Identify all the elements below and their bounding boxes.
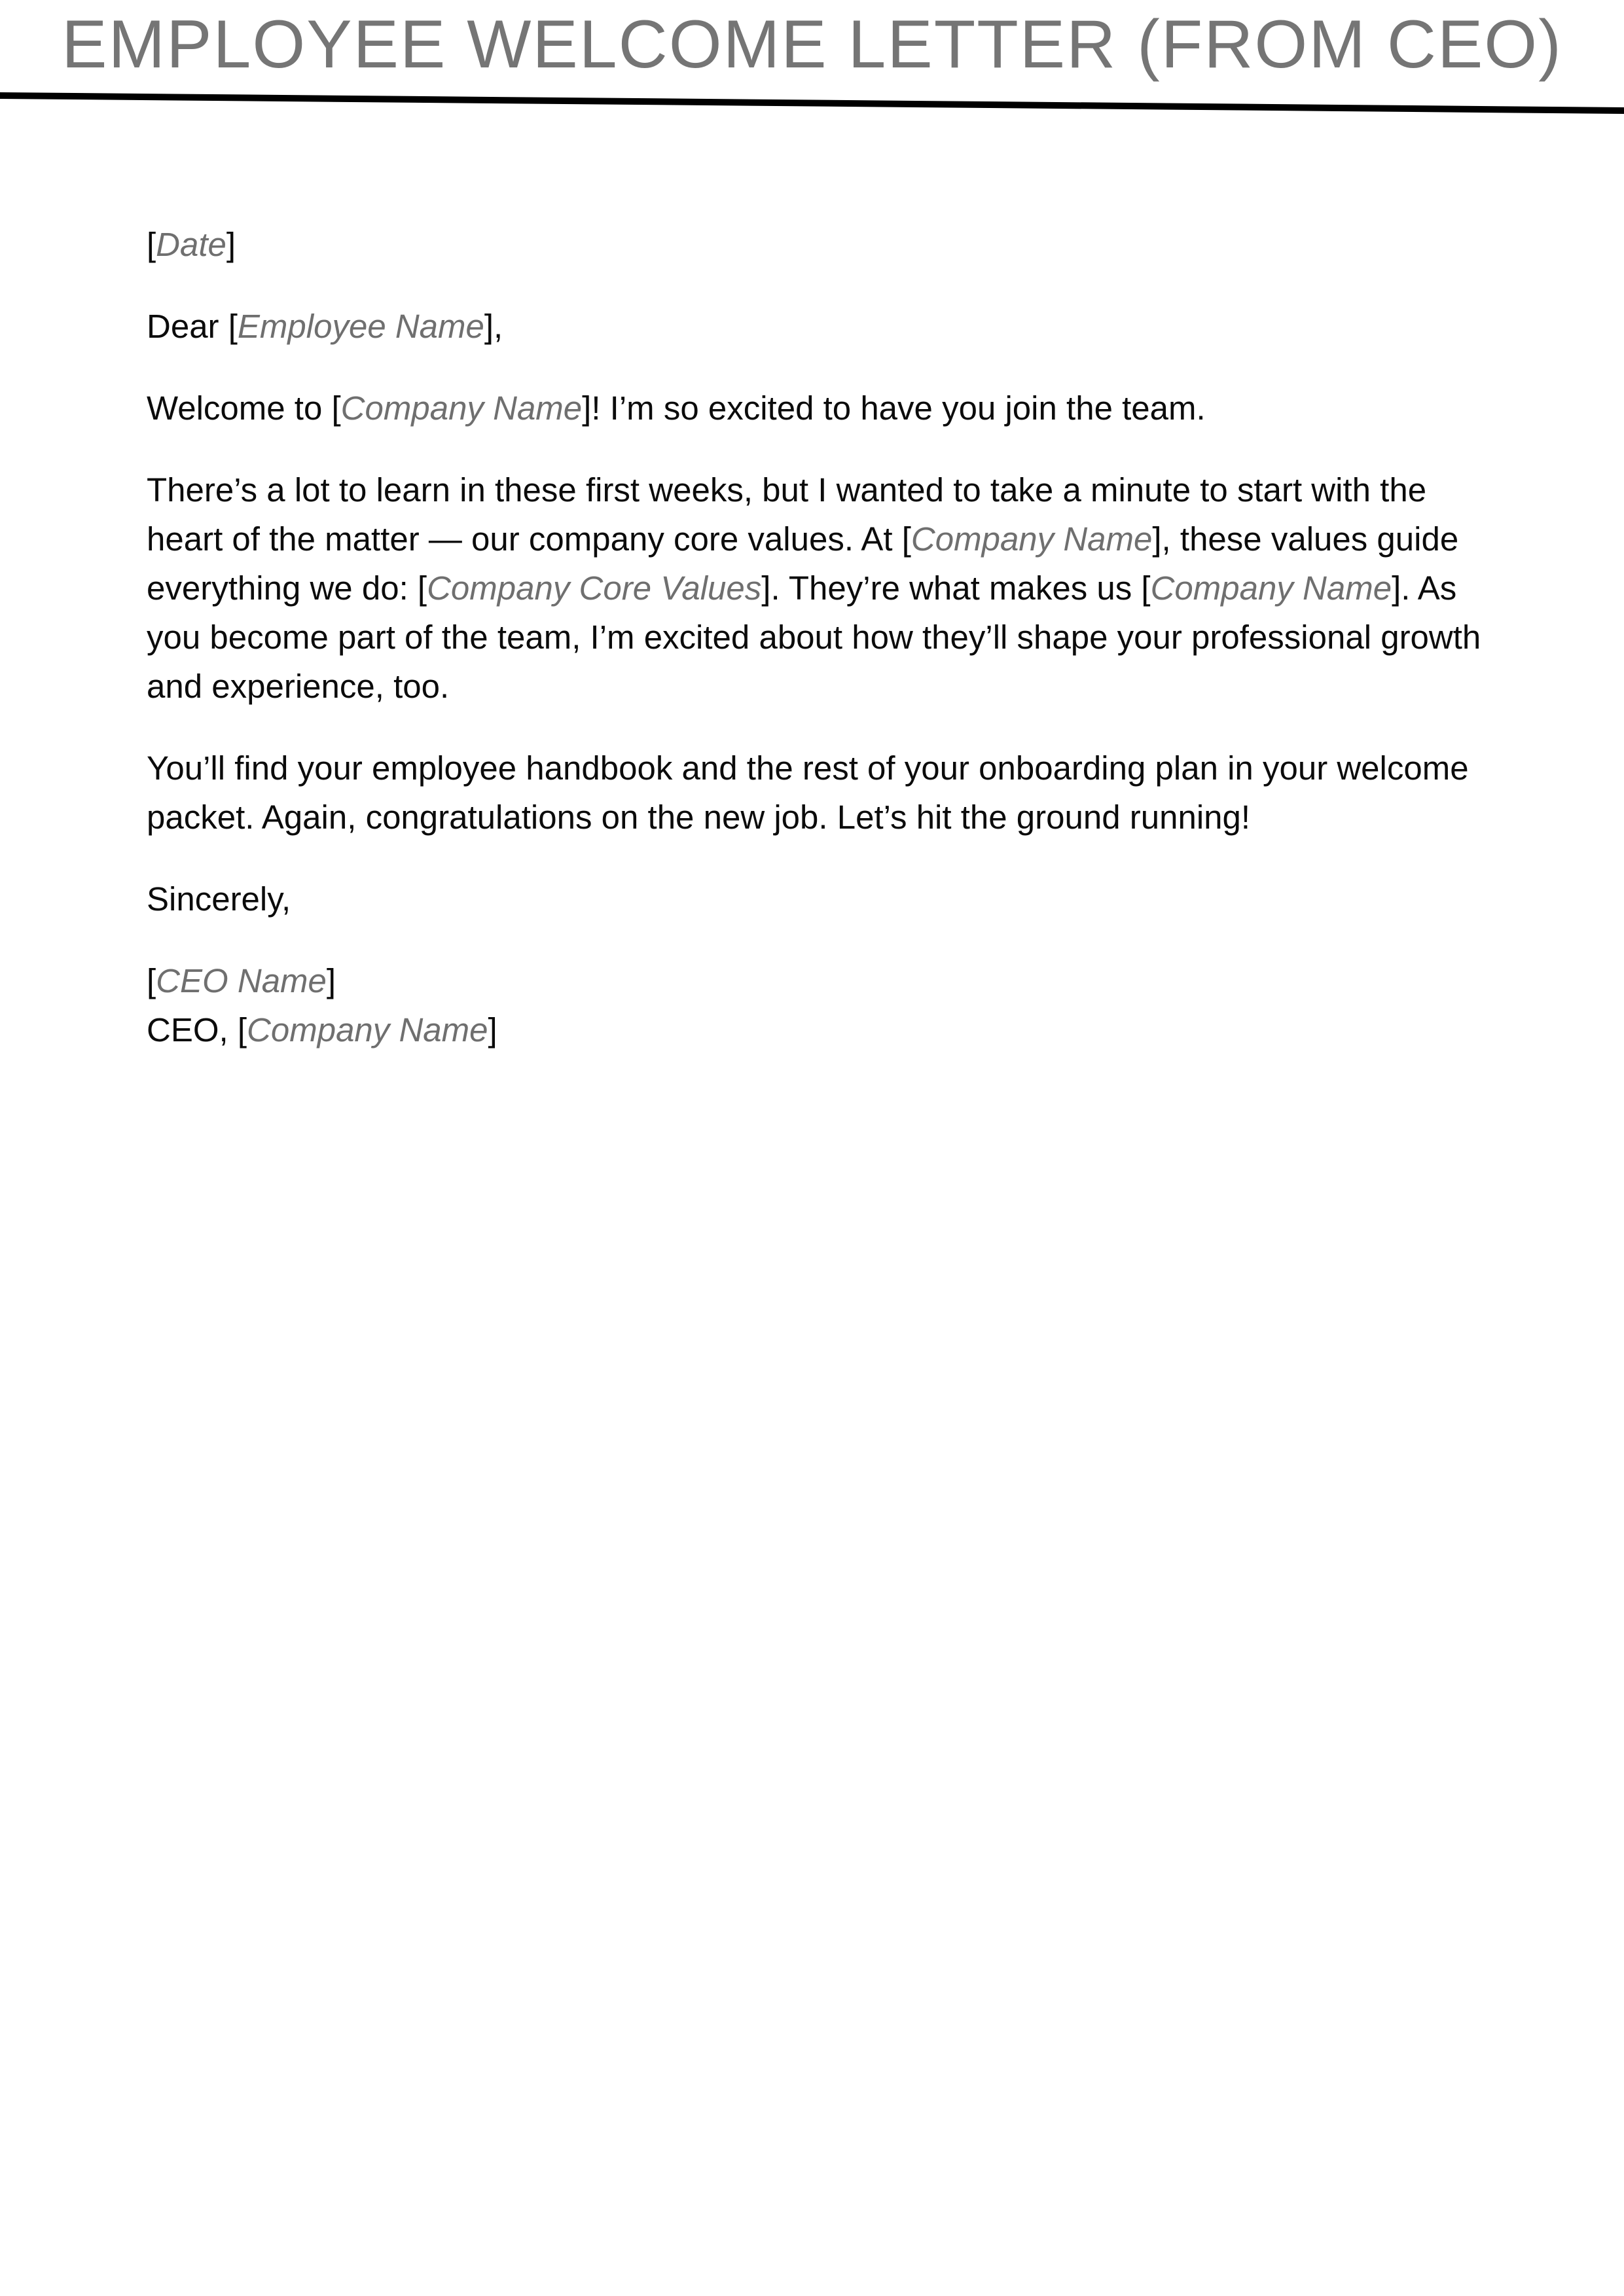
welcome-paragraph: Welcome to [Company Name]! I’m so excited to have you join the team. bbox=[147, 389, 1206, 427]
date-line: [Date] bbox=[147, 226, 236, 263]
date-placeholder: Date bbox=[156, 226, 226, 263]
company-name-placeholder: Company Name bbox=[247, 1011, 488, 1049]
letter-body bbox=[147, 220, 1482, 1087]
values-text-1: There’s a lot to learn in these first weeks, but I wanted to take a minute to start with the heart of the matter — our company core values. At bbox=[147, 471, 1427, 558]
signature-title: CEO, bbox=[147, 1011, 238, 1049]
page-title: EMPLOYEE WELCOME LETTER (FROM CEO) bbox=[62, 7, 1562, 82]
title-divider bbox=[0, 0, 1624, 124]
employee-name-placeholder: Employee Name bbox=[237, 308, 484, 345]
core-values-placeholder: Company Core Values bbox=[427, 569, 762, 607]
company-name-placeholder: Company Name bbox=[1150, 569, 1392, 607]
company-name-placeholder: Company Name bbox=[340, 389, 583, 427]
values-text-2: ], these values guide everything we do: bbox=[147, 520, 1459, 607]
closing-line: Sincerely, bbox=[147, 880, 291, 918]
ceo-name-placeholder: CEO Name bbox=[156, 962, 327, 999]
core-values-paragraph: There’s a lot to learn in these first weeks, but I wanted to take a minute to start with the heart of the matter — our company core values. At [Company Name], these values guide everything we do: [Company Core Values]. They’re what makes us [Company Name]. As you become part of the team, I’m excited about how they’ll shape your professional growth and experience, too. bbox=[147, 471, 1481, 705]
signature-block: [CEO Name] CEO, [Company Name] bbox=[147, 962, 497, 1049]
welcome-prefix: Welcome to bbox=[147, 389, 332, 427]
values-text-4: ]. As you become part of the team, I’m excited about how they’ll shape your professional growth and experience, too. bbox=[147, 569, 1481, 705]
welcome-suffix: ]! I’m so excited to have you join the team. bbox=[582, 389, 1206, 427]
handbook-paragraph: You’ll find your employee handbook and the rest of your onboarding plan in your welcome packet. Again, congratulations on the new job. Let’s hit the ground running! bbox=[147, 749, 1469, 836]
values-text-3: ]. They’re what makes us bbox=[761, 569, 1142, 607]
greeting-prefix: Dear bbox=[147, 308, 228, 345]
greeting-line: Dear [Employee Name], bbox=[147, 308, 503, 345]
greeting-suffix: ], bbox=[484, 308, 503, 345]
company-name-placeholder: Company Name bbox=[911, 520, 1153, 558]
